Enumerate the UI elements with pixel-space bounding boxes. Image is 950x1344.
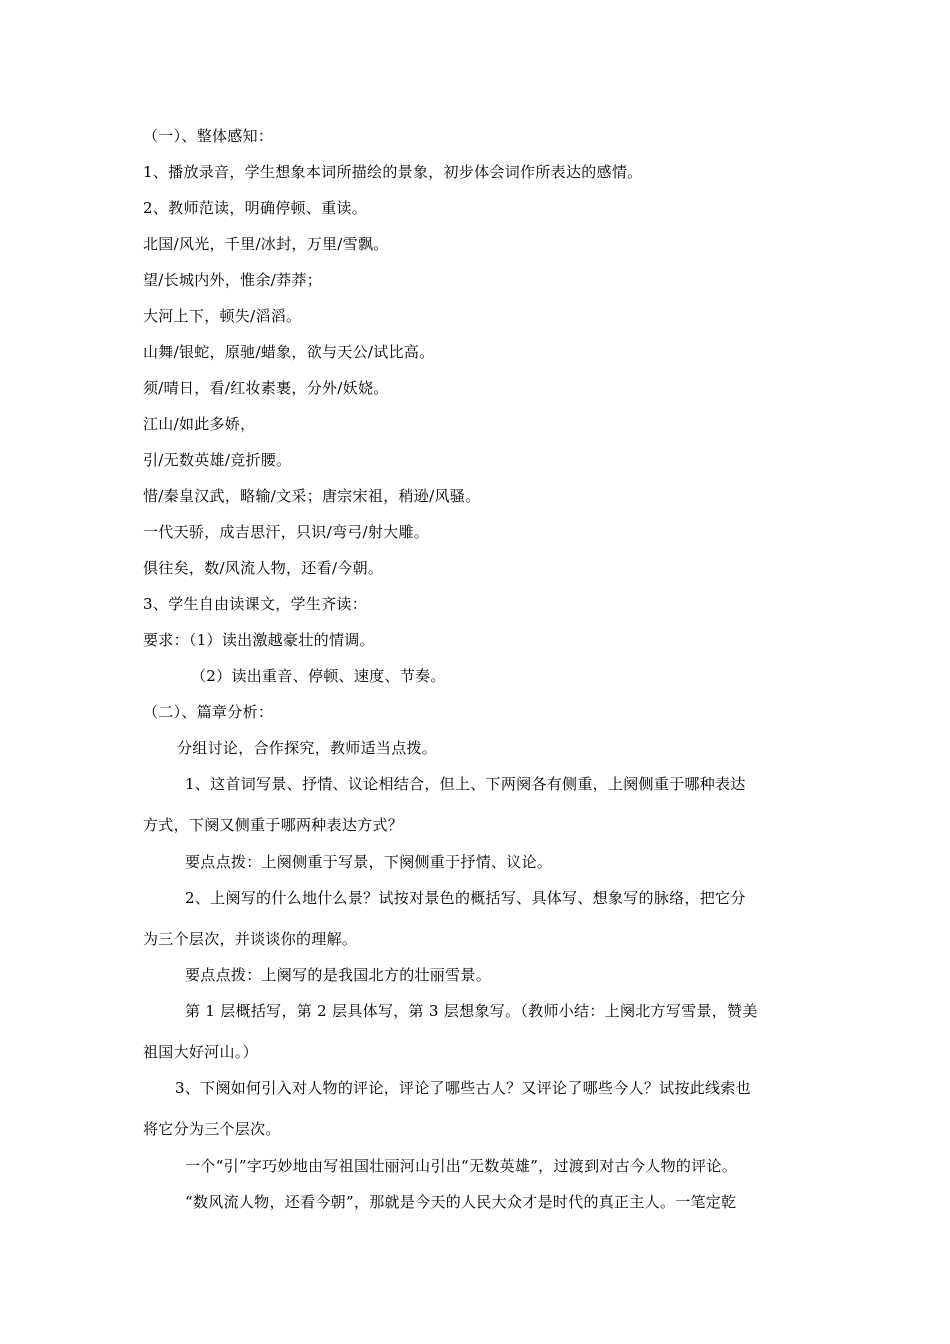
text-line: 方式，下阕又侧重于哪两种表达方式？ xyxy=(143,816,404,834)
poem-line: 北国/风光，千里/冰封，万里/雪飘。 xyxy=(143,235,389,253)
poem-line: 大河上下，顿失/滔滔。 xyxy=(143,307,302,325)
text-line: 1、播放录音，学生想象本词所描绘的景象，初步体会词作所表达的感情。 xyxy=(143,163,643,181)
text-line: 要求：（1）读出激越豪壮的情调。 xyxy=(143,631,375,649)
text-line: 祖国大好河山。） xyxy=(143,1043,258,1061)
poem-line: 须/晴日，看/红妆素裹，分外/妖娆。 xyxy=(143,379,389,397)
text-line: 一个“引”字巧妙地由写祖国壮丽河山引出“无数英雄”，过渡到对古今人物的评论。 xyxy=(185,1157,738,1175)
text-line: 1、这首词写景、抒情、议论相结合，但上、下两阕各有侧重，上阕侧重于哪种表达 xyxy=(185,775,746,793)
text-line: 3、学生自由读课文，学生齐读： xyxy=(143,595,368,613)
text-line: 要点点拨：上阕写的是我国北方的壮丽雪景。 xyxy=(185,966,492,984)
text-line: 分组讨论，合作探究，教师适当点拨。 xyxy=(177,739,438,757)
text-line: 第 1 层概括写，第 2 层具体写，第 3 层想象写。（教师小结：上阕北方写雪景，赞美 xyxy=(185,1002,758,1020)
text-line: 将它分为三个层次。 xyxy=(143,1120,281,1138)
poem-line: 惜/秦皇汉武，略输/文采；唐宗宋祖，稍逊/风骚。 xyxy=(143,487,481,505)
poem-line: 俱往矣，数/风流人物，还看/今朝。 xyxy=(143,559,384,577)
text-line: 3、下阕如何引入对人物的评论，评论了哪些古人？又评论了哪些今人？试按此线索也 xyxy=(175,1079,751,1097)
section-heading-overall: （一）、整体感知： xyxy=(143,127,274,145)
text-line: 为三个层次，并谈谈你的理解。 xyxy=(143,930,358,948)
text-line: 要点点拨：上阕侧重于写景，下阕侧重于抒情、议论。 xyxy=(185,853,553,871)
text-line: 2、上阕写的什么地什么景？试按对景色的概括写、具体写、想象写的脉络，把它分 xyxy=(185,889,746,907)
section-heading-analysis: （二）、篇章分析： xyxy=(143,703,274,721)
text-line: 2、教师范读，明确停顿、重读。 xyxy=(143,199,368,217)
poem-line: 引/无数英雄/竞折腰。 xyxy=(143,451,292,469)
poem-line: 山舞/银蛇，原驰/蜡象，欲与天公/试比高。 xyxy=(143,343,435,361)
text-line: （2）读出重音、停顿、速度、节奏。 xyxy=(191,667,446,685)
text-line: “数风流人物，还看今朝”，那就是今天的人民大众才是时代的真正主人。一笔定乾 xyxy=(185,1193,737,1211)
poem-line: 江山/如此多娇， xyxy=(143,415,256,433)
poem-line: 望/长城内外，惟余/莽莽； xyxy=(143,271,323,289)
poem-line: 一代天骄，成吉思汗，只识/弯弓/射大雕。 xyxy=(143,523,430,541)
